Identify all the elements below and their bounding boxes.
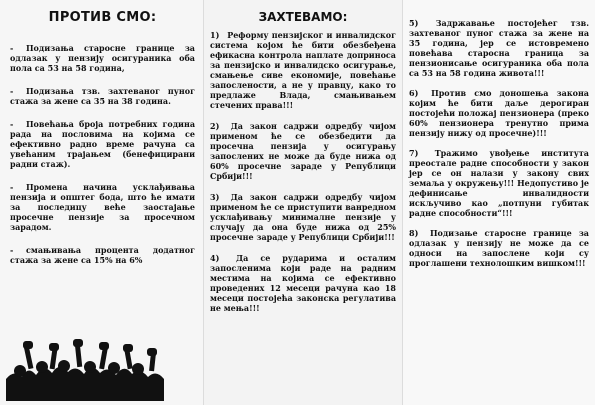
item-number: 6)	[409, 88, 419, 98]
item-number: 7)	[409, 148, 419, 158]
item-number: 1)	[210, 30, 220, 40]
item-number: 2)	[210, 121, 220, 131]
demand-text: Да закон садржи одредбу чијом применом ће се обезбедити да просечна пензија у осигурању запослених не може да буде нижа од 60% просечне зараде у Републици Србији!!!	[210, 121, 396, 181]
item-number: 8)	[409, 228, 419, 238]
dash-marker: -	[10, 119, 14, 129]
crowd-raised-fists-icon	[6, 339, 164, 401]
against-item	[10, 86, 195, 106]
against-item-text: Промена начина усклађивања пензија и општег бода, што ће имати за последицу веће заостајање просечне пензије за просечном зарадом.	[10, 182, 195, 232]
item-number: 5)	[409, 18, 419, 28]
demand-text: Тражимо увођење института преостале радне способности у закон јер се он налази у закону свих земаља у окружењу!!! Недопустиво је дефинисање инвалидности искључиво као „потпуни губитак радне способности“!!!	[409, 148, 589, 218]
demand-text: Да се рударима и осталим запосленима који раде на радним местима на којима се ефективно проведених 12 месеци рачуна као 18 месеци постојећа законска регулатива не мења!!!	[210, 253, 396, 313]
demands-column	[203, 0, 402, 405]
demand-item	[210, 192, 396, 242]
demand-text: Да закон садржи одредбу чијом применом ће се приступити ванредном усклађивању минималне пензије у случају да она буде нижа од 25% просечне зараде у Републици Србији!!!	[210, 192, 396, 242]
against-item	[10, 119, 195, 169]
demand-text: Против смо доношења закона којим ће бити даље дерогиран постојећи положај пензионера (преко 60% пензионера тренутно прима пензију нижу од просечне)!!!	[409, 88, 589, 138]
demand-text: Реформу пензијског и инвалидског система којом ће бити обезбеђена ефикасна контрола наплате доприноса за пензијско и инвалидско осигурање, смањење сиве економије, повећање запослености, а не у правцу, како то предлаже Влада, смањивањем стечених права!!!	[210, 30, 396, 110]
item-number: 4)	[210, 253, 220, 263]
dash-marker: -	[10, 182, 14, 192]
demand-item	[409, 18, 589, 78]
item-number: 3)	[210, 192, 220, 202]
demand-text: Подизање старосне границе за одлазак у пензију не може да се односи на запослене који су проглашени технолошким вишком!!!	[409, 228, 589, 268]
dash-marker: -	[10, 43, 14, 53]
against-item	[10, 43, 195, 73]
against-item-text: смањивања процента додатног стажа за жене са 15% на 6%	[10, 245, 195, 265]
demand-text: Задржавање постојећег тзв. захтеваног пуног стажа за жене на 35 година, јер се истовремено повећава старосна граница за пензионисање осигураника оба пола са 53 на 58 година живота!!!	[409, 18, 589, 78]
against-item-text: Повећања броја потребних година рада на пословима на којима се ефективно радно време рачуна са увећаним трајањем (бенефицирани радни стаж).	[10, 119, 195, 169]
against-item-text: Подизања старосне границе за одлазак у пензију осигураника оба пола са 53 на 58 година,	[10, 43, 195, 73]
dash-marker: -	[10, 86, 14, 96]
demand-item	[409, 228, 589, 268]
demand-item	[409, 148, 589, 218]
against-item-text: Подизања тзв. захтеваног пуног стажа за жене са 35 на 38 година.	[10, 86, 195, 106]
demands-heading: ЗАХТЕВАМО:	[258, 10, 348, 24]
demands-continued-column	[402, 0, 595, 405]
demand-item	[409, 88, 589, 138]
demand-item	[210, 30, 396, 110]
against-column	[0, 0, 203, 405]
against-item	[10, 245, 195, 265]
against-item	[10, 182, 195, 232]
against-heading: ПРОТИВ СМО:	[48, 10, 157, 25]
demand-item	[210, 253, 396, 313]
dash-marker: -	[10, 245, 14, 255]
demand-item	[210, 121, 396, 181]
